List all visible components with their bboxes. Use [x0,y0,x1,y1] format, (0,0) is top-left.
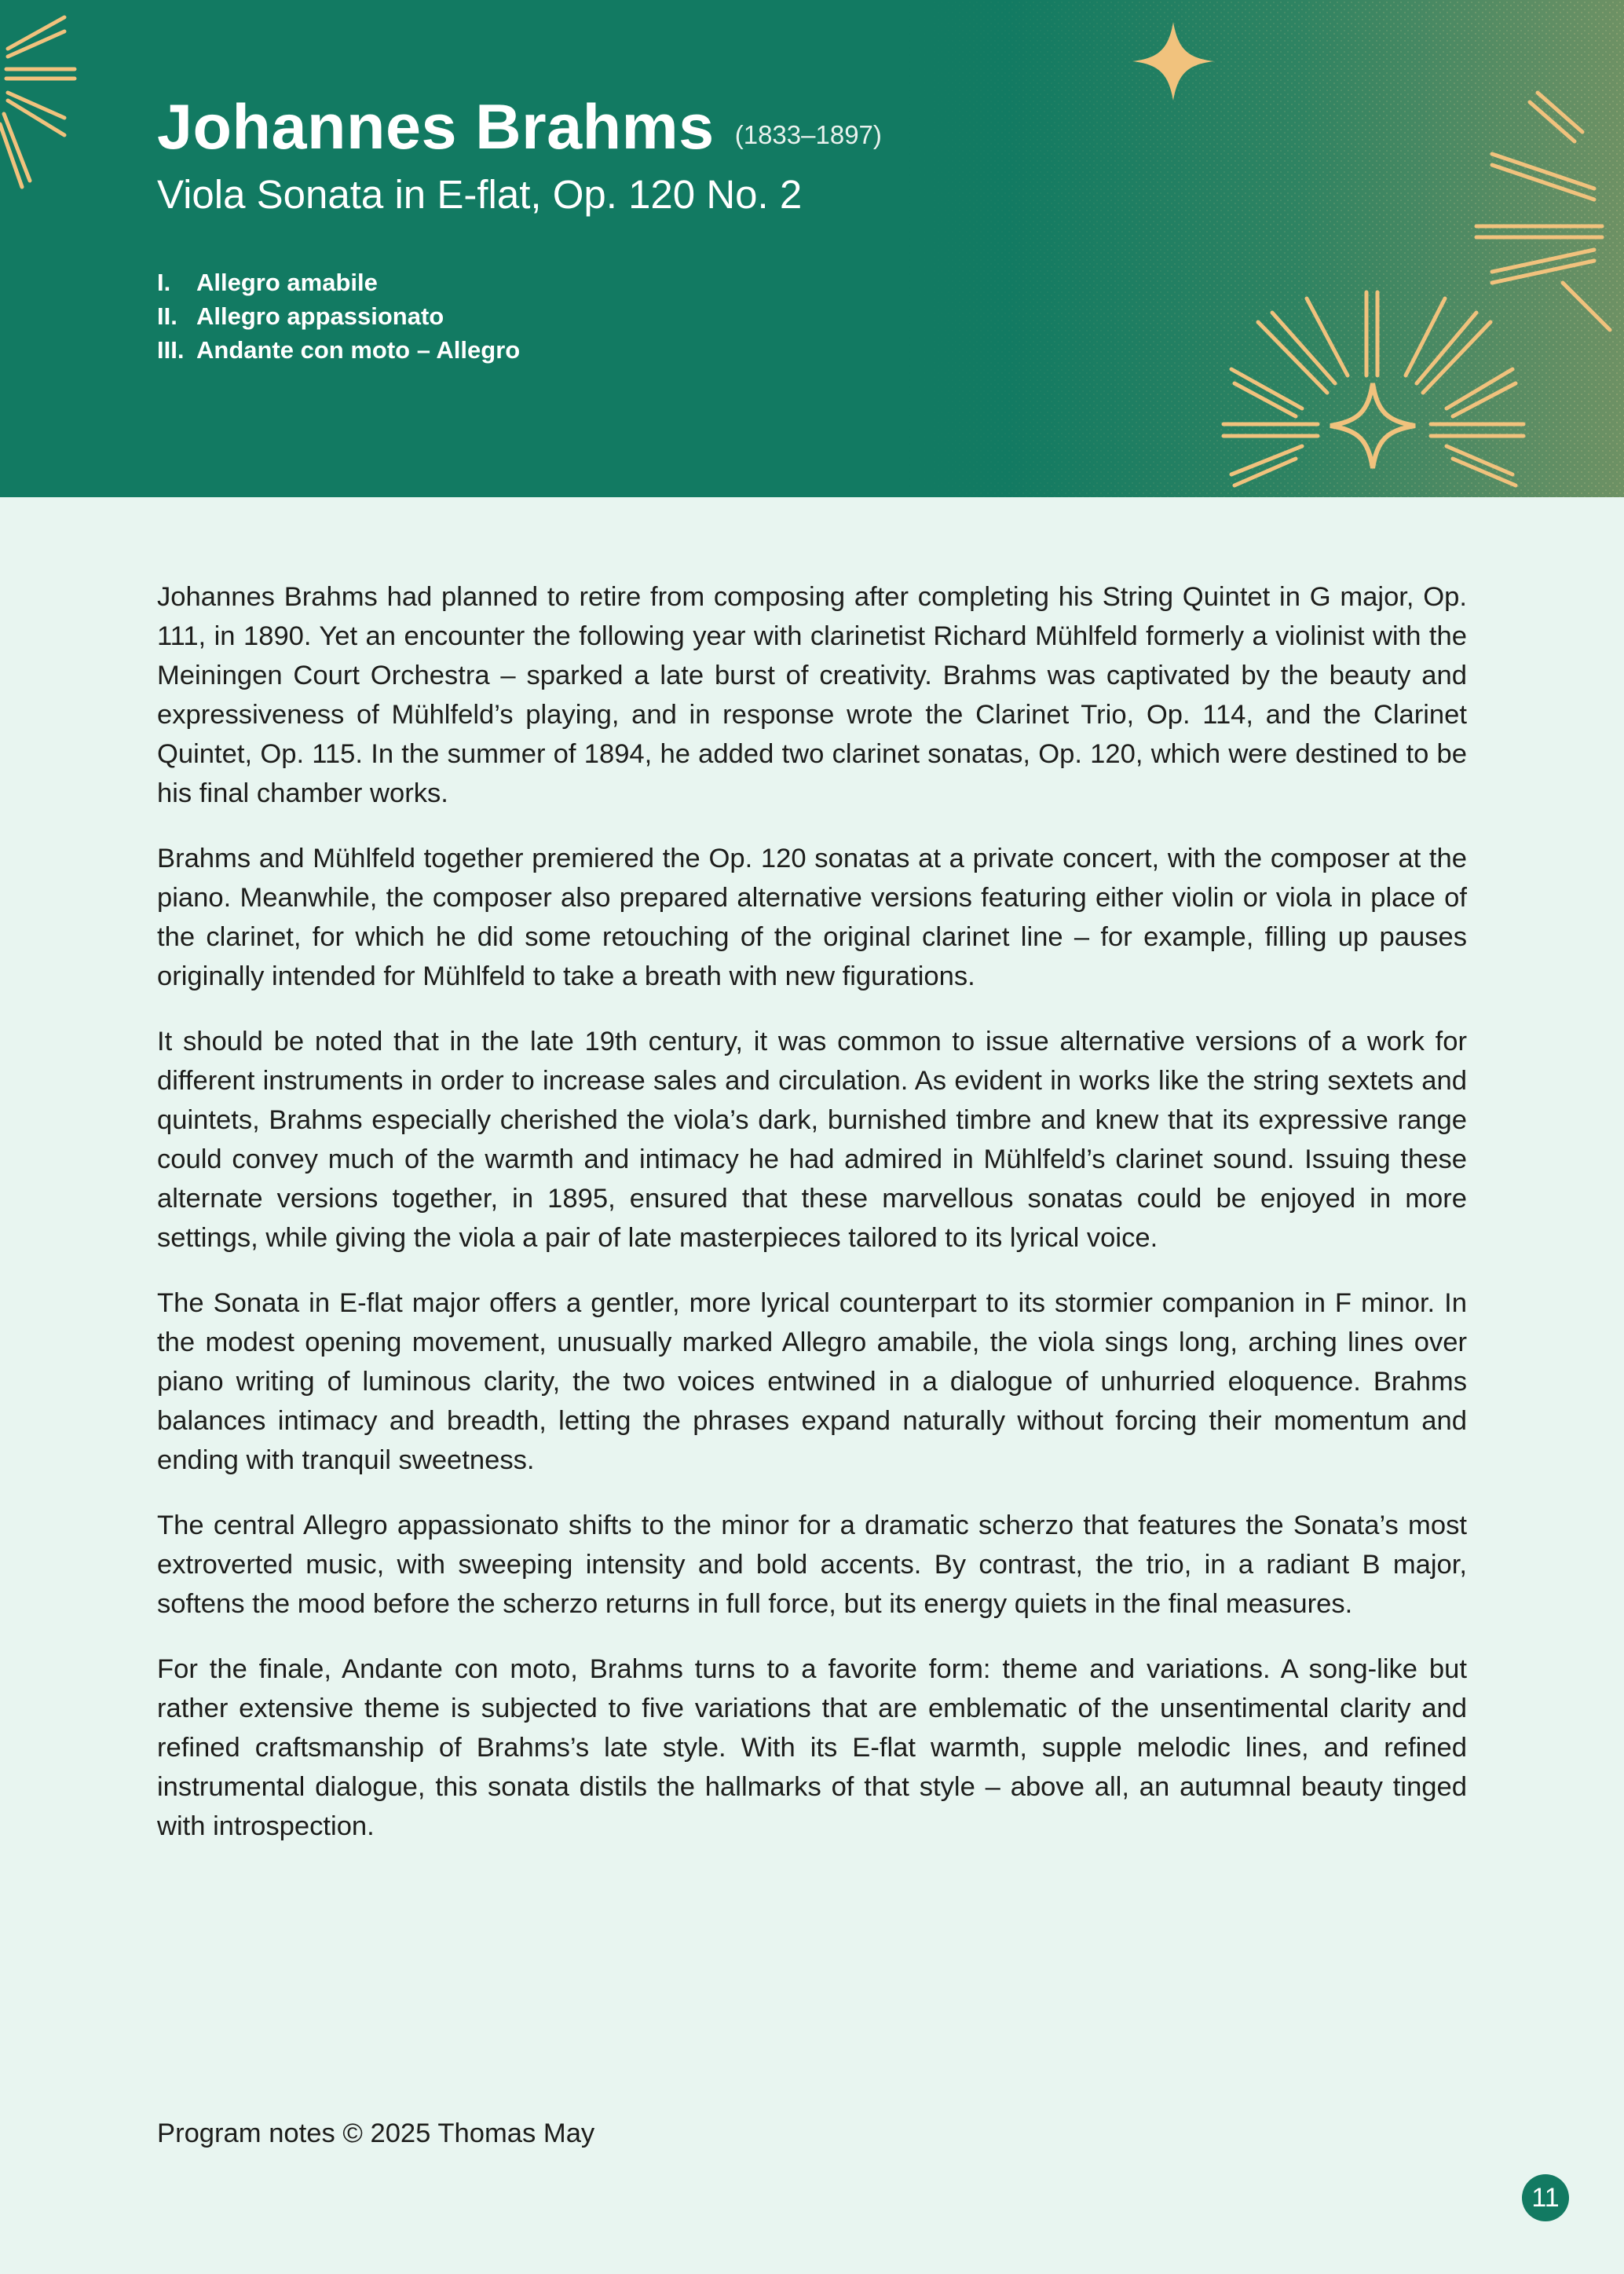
movement-list [157,265,520,367]
program-notes-body [157,577,1467,1872]
work-title: Viola Sonata in E-flat, Op. 120 No. 2 [157,172,803,217]
paragraph: Brahms and Mühlfeld together premiered the Op. 120 sonatas at a private concert, with the composer at the piano. Meanwhile, the composer also prepared alternative versions featuring either violin or viola in place of the clarinet, for which he did some retouching of the original clarinet line – for example, filling up pauses originally intended for Mühlfeld to take a breath with new figurations. [157,844,1467,991]
paragraph: For the finale, Andante con moto, Brahms turns to a favorite form: theme and variations. A song-like but rather extensive theme is subjected to five variations that are emblematic of the unsentimental clarity and refined craftsmanship of Brahms’s late style. With its E-flat warmth, supple melodic lines, and refined instrumental dialogue, this sonata distils the hallmarks of that style – above all, an autumnal beauty tinged with introspection. [157,1654,1467,1841]
program-notes-credit: Program notes © 2025 Thomas May [157,2118,595,2148]
header-banner [0,0,1624,497]
decoration-layer [0,0,1624,497]
paragraph: It should be noted that in the late 19th century, it was common to issue alternative versions of a work for different instruments in order to increase sales and circulation. As evident in works like the string sextets and quintets, Brahms especially cherished the viola’s dark, burnished timbre and knew that its expressive range could convey much of the warmth and intimacy he had admired in Mühlfeld’s clarinet sound. Issuing these alternate versions together, in 1895, ensured that these marvellous sonatas could be enjoyed in more settings, while giving the viola a pair of late masterpieces tailored to its lyrical voice. [157,1027,1467,1253]
paragraph: The central Allegro appassionato shifts to the minor for a dramatic scherzo that features the Sonata’s most extroverted music, with sweeping intensity and bold accents. By contrast, the trio, in a radiant B major, softens the mood before the scherzo returns in full force, but its energy quiets in the final measures. [157,1511,1467,1619]
movement-number: I. [157,269,171,296]
movement-item [157,265,520,299]
paragraph: The Sonata in E-flat major offers a gentler, more lyrical counterpart to its stormier companion in F minor. In the modest opening movement, unusually marked Allegro amabile, the viola sings long, arching lines over piano writing of luminous clarity, the two voices entwined in a dialogue of unhurried eloquence. Brahms balances intimacy and breadth, letting the phrases expand naturally without forcing their momentum and ending with tranquil sweetness. [157,1288,1467,1475]
movement-title: Andante con moto – Allegro [196,336,521,364]
title-row [157,91,882,164]
composer-dates: (1833–1897) [734,120,882,149]
composer-name: Johannes Brahms [157,92,715,163]
movement-number: III. [157,336,185,364]
movement-title: Allegro appassionato [196,302,444,330]
movement-item [157,299,520,333]
movement-title: Allegro amabile [196,269,378,296]
sunburst-icon [0,17,75,187]
movement-item [157,333,520,367]
paragraph: Johannes Brahms had planned to retire from composing after completing his String Quintet in G major, Op. 111, in 1890. Yet an encounter the following year with clarinetist Richard Mühlfeld formerly a violinist with the Meiningen Court Orchestra – sparked a late burst of creativity. Brahms was captivated by the beauty and expressiveness of Mühlfeld’s playing, and in response wrote the Clarinet Trio, Op. 114, and the Clarinet Quintet, Op. 115. In the summer of 1894, he added two clarinet sonatas, Op. 120, which were destined to be his final chamber works. [157,582,1467,808]
page-number-badge: 11 [1522,2174,1569,2221]
movement-number: II. [157,302,177,330]
